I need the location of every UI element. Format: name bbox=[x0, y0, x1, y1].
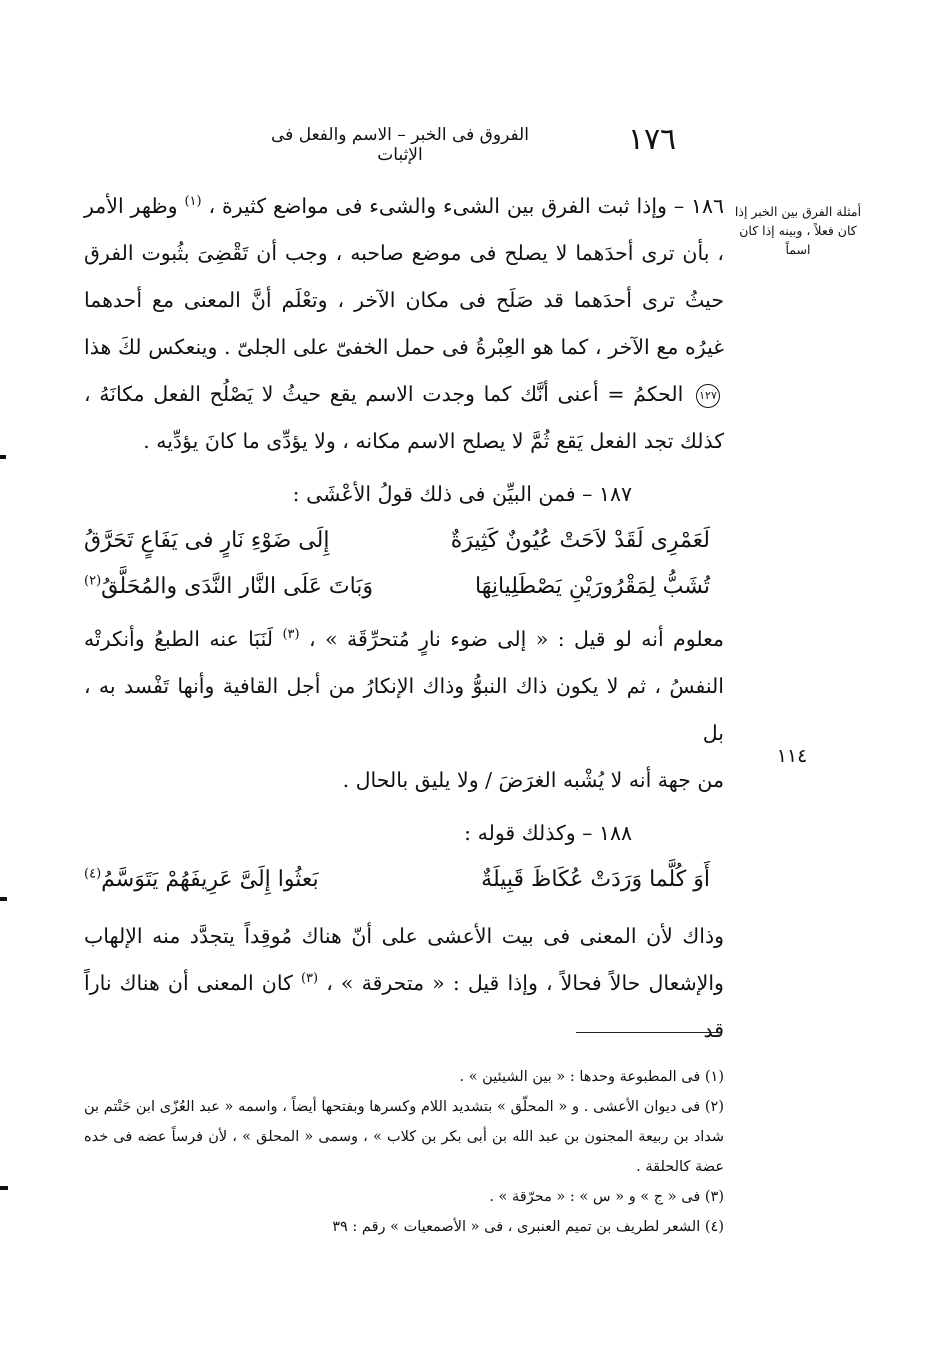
footnote-4: (٤) الشعر لطريف بن تميم العنبرى ، فى « الأصمعيات » رقم : ٣٩ bbox=[332, 1219, 724, 1235]
footnote-1: (١) فى المطبوعة وحدها : « بين الشيئين » . bbox=[459, 1069, 724, 1085]
verse-2-second-hemistich bbox=[84, 564, 373, 610]
commentary-body: لَنَبَا عنه الطبعُ وأنكرتْه النفسُ ، ثم لا يكون ذاك النبوُّ وذاك الإنكارُ من أجل القافية وأنها تَفْسد به ، بل bbox=[84, 627, 724, 745]
main-text bbox=[84, 183, 724, 1054]
paragraph-186-line-6: كذلك تجد الفعل يَقع ثُمَّ لا يصلح الاسم مكانه ، ولا يؤدِّى ما كانَ يؤدِّيه . bbox=[143, 429, 724, 453]
footnote-separator bbox=[576, 1032, 719, 1033]
original-page-reference: ١١٤ bbox=[776, 745, 808, 767]
margin-note: أمثلة الفرق بين الخبر إذا كان فعلاً ، وبينه إذا كان اسماً bbox=[734, 204, 862, 257]
commentary-opening: معلوم أنه لو قيل : « إلى ضوء نارٍ مُتحرِّقَة » ، bbox=[309, 627, 724, 651]
footnote-ref-3-repeat: (٣) bbox=[300, 971, 319, 987]
verse-3-second-hemistich-text: بَعثُوا إِلَىَّ عَرِيفَهُمْ يَتَوَسَّمُ bbox=[101, 867, 319, 892]
scan-mark bbox=[0, 1186, 8, 1190]
paragraph-187-commentary bbox=[84, 616, 724, 757]
commentary-last-line: من جهة أنه لا يُشْبه الغرَضَ / ولا يليق بالحال . bbox=[342, 768, 724, 792]
verse-3-first-hemistich: أَوَ كُلَّما وَرَدَتْ عُكَاظَ قَبِيلَةٌ bbox=[481, 867, 710, 892]
verse-line-1 bbox=[84, 518, 724, 564]
footnote-ref-1: (١) bbox=[184, 194, 202, 210]
footnotes bbox=[84, 1062, 724, 1242]
verse-2-first-hemistich: تُشَبُّ لِمَقْرُورَيْنِ يَصْطَلِيانِهَا bbox=[475, 574, 710, 599]
commentary-188-opening: وذاك لأن المعنى فى بيت الأعشى على أنّ هناك مُوقِداً يتجدَّد منه الإلهاب والإشعال حالاً فحالاً ، وإذا قيل : « متحرقة » ، bbox=[84, 924, 724, 995]
footnote-ref-4: (٤) bbox=[84, 866, 102, 882]
footnote-ref-2: (٢) bbox=[84, 573, 102, 589]
verse-2-second-hemistich-text: وَبَاتَ عَلَى النَّار النَّدَى والمُحَلَّقُ bbox=[101, 574, 374, 599]
paragraph-187-lead: ١٨٧ – فمن البيِّن فى ذلك قولُ الأعْشَى : bbox=[292, 482, 632, 506]
footnote-2: (٢) فى ديوان الأعشى . و « المحلّق » بتشديد اللام وكسرها وبفتحها أيضاً ، واسمه « عبد العُزّى ابن حَنْتم بن شداد بن ربيعة المجنون بن عبد الله بن أبى بكر بن كلاب » ، وسمى « المحلق » ، لأن فرساً عضه فى خده عضة كالحلقة . bbox=[84, 1099, 724, 1175]
commentary-188-ending: كان المعنى أن هناك ناراً قد bbox=[84, 971, 724, 1042]
scan-mark bbox=[0, 897, 7, 901]
footnote-3: (٣) فى « ج » و « س » : « محرّقة » . bbox=[489, 1189, 724, 1205]
paragraph-186 bbox=[84, 183, 724, 465]
scan-mark bbox=[0, 455, 6, 459]
verse-line-3 bbox=[84, 857, 724, 903]
verse-line-2 bbox=[84, 564, 724, 610]
page-number: ١٧٦ bbox=[627, 122, 677, 157]
verse-3-second-hemistich bbox=[84, 857, 319, 903]
paragraph-186-body: وظهر الأمر ، بأن ترى أحدَهما لا يصلح فى موضع صاحبه ، وجب أن تَقْضِىَ بثُبوت الفرق حيثُ ترى أحدَهما قد صَلَح فى مكان الآخر ، وتعْلَم أنَّ المعنى مع أحدهما غيرُه مع الآخر ، كما هو العِبْرةُ فى حمل الخفىّ على الجلىّ . وينعكس لكَ هذا bbox=[84, 194, 724, 359]
paragraph-188-lead: ١٨٨ – وكذلك قوله : bbox=[464, 821, 632, 845]
verse-1-first-hemistich: لَعَمْرِى لَقَدْ لاَحَتْ عُيُونٌ كَثِيرَةٌ bbox=[450, 528, 710, 553]
paragraph-186-opening: ١٨٦ – وإذا ثبت الفرق بين الشىء والشىء فى مواضع كثيرة ، bbox=[208, 194, 724, 218]
paragraph-186-line-5: الحكمُ = أعنى أنَّك كما وجدت الاسم يقع حيثُ لا يَصْلُح الفعل مكانَهُ ، bbox=[84, 382, 684, 406]
section-number-badge: ١٢٧ bbox=[696, 384, 720, 408]
running-title: الفروق فى الخبر – الاسم والفعل فى الإثبات bbox=[271, 125, 529, 165]
verse-1-second-hemistich: إِلَى ضَوْءِ نَارٍ فى يَفَاعٍ تَحَرَّقُ bbox=[84, 528, 330, 553]
footnote-ref-3: (٣) bbox=[282, 627, 300, 643]
